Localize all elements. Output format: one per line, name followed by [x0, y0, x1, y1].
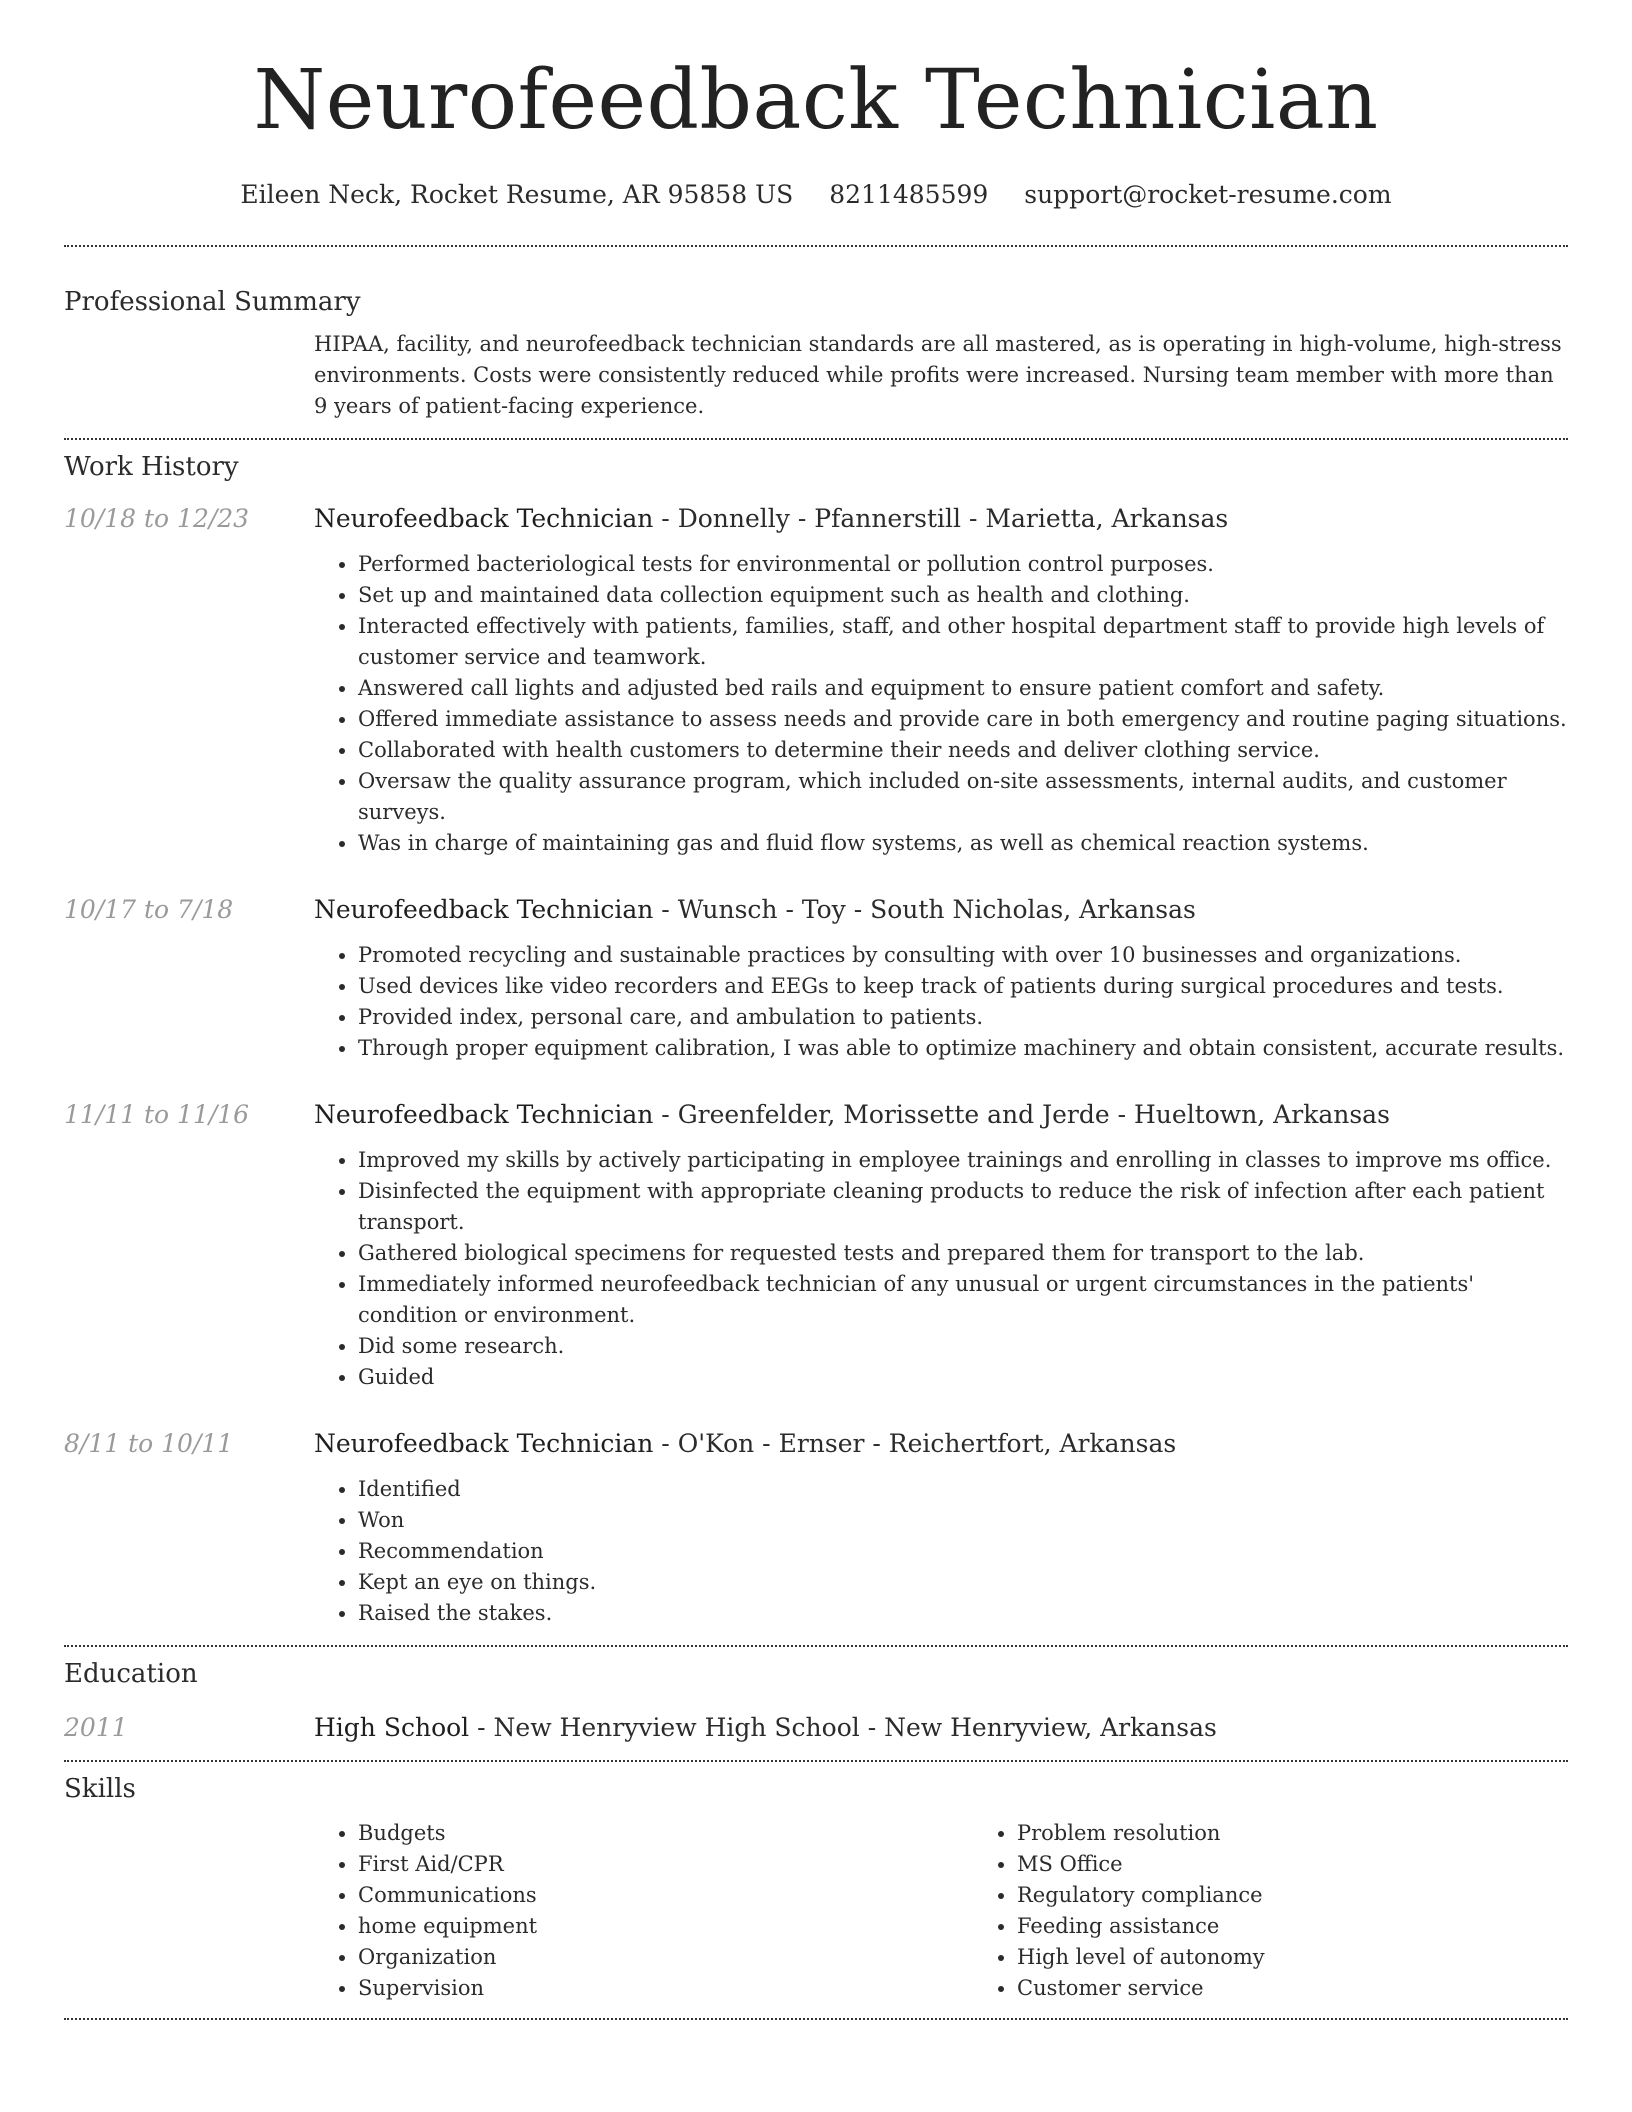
skill-item: • High level of autonomy	[1017, 1942, 1632, 1973]
job-title	[314, 1100, 1568, 1129]
job-dates: 11/11 to 11/16	[64, 1100, 250, 1130]
skill-item: • First Aid/CPR	[358, 1849, 973, 1880]
job-bullet-list	[314, 1145, 1568, 1393]
job-bullet: • Won	[358, 1505, 1568, 1536]
section-title-summary: Professional Summary	[64, 287, 361, 318]
skills-grid	[314, 1818, 1632, 2004]
job-details: - Wunsch - Toy - South Nicholas, Arkansas	[653, 895, 1196, 925]
skill-item: • home equipment	[358, 1911, 973, 1942]
summary-text: HIPAA, facility, and neurofeedback technician standards are all mastered, as is operating in high-volume, high-stress environments. Costs were consistently reduced while profits were increased. Nursing team member with more than 9 years of patient-facing experience.	[314, 332, 1562, 419]
education-year: 2011	[64, 1713, 128, 1743]
job-title	[314, 895, 1568, 924]
job-details: - O'Kon - Ernser - Reichertfort, Arkansas	[653, 1429, 1177, 1459]
divider	[64, 438, 1568, 440]
job-bullet: • Promoted recycling and sustainable practices by consulting with over 10 businesses and organizations.	[358, 940, 1568, 971]
skill-item: • Supervision	[358, 1973, 973, 2004]
job-bullet-list	[314, 549, 1568, 859]
job-dates: 10/17 to 7/18	[64, 895, 234, 925]
job-bullet: • Offered immediate assistance to assess needs and provide care in both emergency and routine paging situations.	[358, 704, 1568, 735]
job-title	[314, 504, 1568, 533]
job-bullet: • Identified	[358, 1474, 1568, 1505]
skill-item: • Regulatory compliance	[1017, 1880, 1632, 1911]
job-bullet: • Recommendation	[358, 1536, 1568, 1567]
job-bullet: • Performed bacteriological tests for environmental or pollution control purposes.	[358, 549, 1568, 580]
job-bullet: • Set up and maintained data collection equipment such as health and clothing.	[358, 580, 1568, 611]
job-bullet: • Kept an eye on things.	[358, 1567, 1568, 1598]
divider	[64, 2018, 1568, 2020]
job-dates: 10/18 to 12/23	[64, 504, 250, 534]
skill-item: • Communications	[358, 1880, 973, 1911]
divider	[64, 245, 1568, 247]
summary-section	[64, 287, 1568, 422]
section-title-skills: Skills	[64, 1774, 136, 1805]
job-role: Neurofeedback Technician	[314, 1100, 654, 1130]
skill-item: • Budgets	[358, 1818, 973, 1849]
job-bullet: • Immediately informed neurofeedback technician of any unusual or urgent circumstances in the patients' condition or environment.	[358, 1269, 1568, 1331]
education-degree: High School	[314, 1713, 470, 1743]
skill-item: • Organization	[358, 1942, 973, 1973]
skills-list-left	[314, 1818, 973, 2004]
job-bullet: • Improved my skills by actively participating in employee trainings and enrolling in classes to improve ms office.	[358, 1145, 1568, 1176]
job-title	[314, 1429, 1568, 1458]
job-details: - Donnelly - Pfannerstill - Marietta, Arkansas	[653, 504, 1229, 534]
job-role: Neurofeedback Technician	[314, 1429, 654, 1459]
section-title-work-history: Work History	[64, 452, 239, 483]
skills-list-right	[973, 1818, 1632, 2004]
skill-item: • Feeding assistance	[1017, 1911, 1632, 1942]
skills-section	[64, 1774, 1568, 2004]
job-bullet: • Provided index, personal care, and ambulation to patients.	[358, 1002, 1568, 1033]
education-title	[314, 1713, 1568, 1742]
job-entry	[64, 895, 1568, 1064]
job-bullet-list	[314, 940, 1568, 1064]
job-bullet: • Was in charge of maintaining gas and fluid flow systems, as well as chemical reaction systems.	[358, 828, 1568, 859]
contact-email: support@rocket-resume.com	[1024, 180, 1392, 210]
skill-item: • MS Office	[1017, 1849, 1632, 1880]
job-dates: 8/11 to 10/11	[64, 1429, 234, 1459]
job-bullet-list	[314, 1474, 1568, 1629]
divider	[64, 1760, 1568, 1762]
contact-address: Eileen Neck, Rocket Resume, AR 95858 US	[240, 180, 794, 210]
job-entry	[64, 1429, 1568, 1629]
job-bullet: • Did some research.	[358, 1331, 1568, 1362]
education-details: - New Henryview High School - New Henryview, Arkansas	[469, 1713, 1217, 1743]
job-bullet: • Gathered biological specimens for requested tests and prepared them for transport to the lab.	[358, 1238, 1568, 1269]
job-bullet: • Guided	[358, 1362, 1568, 1393]
job-list	[64, 504, 1568, 1629]
job-bullet: • Used devices like video recorders and EEGs to keep track of patients during surgical procedures and tests.	[358, 971, 1568, 1002]
resume-title: Neurofeedback Technician	[253, 53, 1379, 148]
job-bullet: • Collaborated with health customers to determine their needs and deliver clothing service.	[358, 735, 1568, 766]
job-entry	[64, 504, 1568, 859]
education-section	[64, 1659, 1568, 1742]
job-bullet: • Oversaw the quality assurance program, which included on-site assessments, internal audits, and customer surveys.	[358, 766, 1568, 828]
skill-item: • Problem resolution	[1017, 1818, 1632, 1849]
section-title-education: Education	[64, 1659, 198, 1690]
job-bullet: • Disinfected the equipment with appropriate cleaning products to reduce the risk of infection after each patient transport.	[358, 1176, 1568, 1238]
job-details: - Greenfelder, Morissette and Jerde - Hueltown, Arkansas	[653, 1100, 1390, 1130]
job-bullet: • Answered call lights and adjusted bed rails and equipment to ensure patient comfort and safety.	[358, 673, 1568, 704]
job-bullet: • Raised the stakes.	[358, 1598, 1568, 1629]
contact-line	[64, 180, 1568, 209]
job-entry	[64, 1100, 1568, 1393]
contact-phone: 8211485599	[829, 180, 989, 210]
education-entry	[64, 1713, 1568, 1742]
divider	[64, 1645, 1568, 1647]
work-history-section	[64, 452, 1568, 1629]
job-role: Neurofeedback Technician	[314, 504, 654, 534]
job-bullet: • Through proper equipment calibration, I was able to optimize machinery and obtain consistent, accurate results.	[358, 1033, 1568, 1064]
job-bullet: • Interacted effectively with patients, families, staff, and other hospital department staff to provide high levels of customer service and teamwork.	[358, 611, 1568, 673]
job-role: Neurofeedback Technician	[314, 895, 654, 925]
skill-item: • Customer service	[1017, 1973, 1632, 2004]
